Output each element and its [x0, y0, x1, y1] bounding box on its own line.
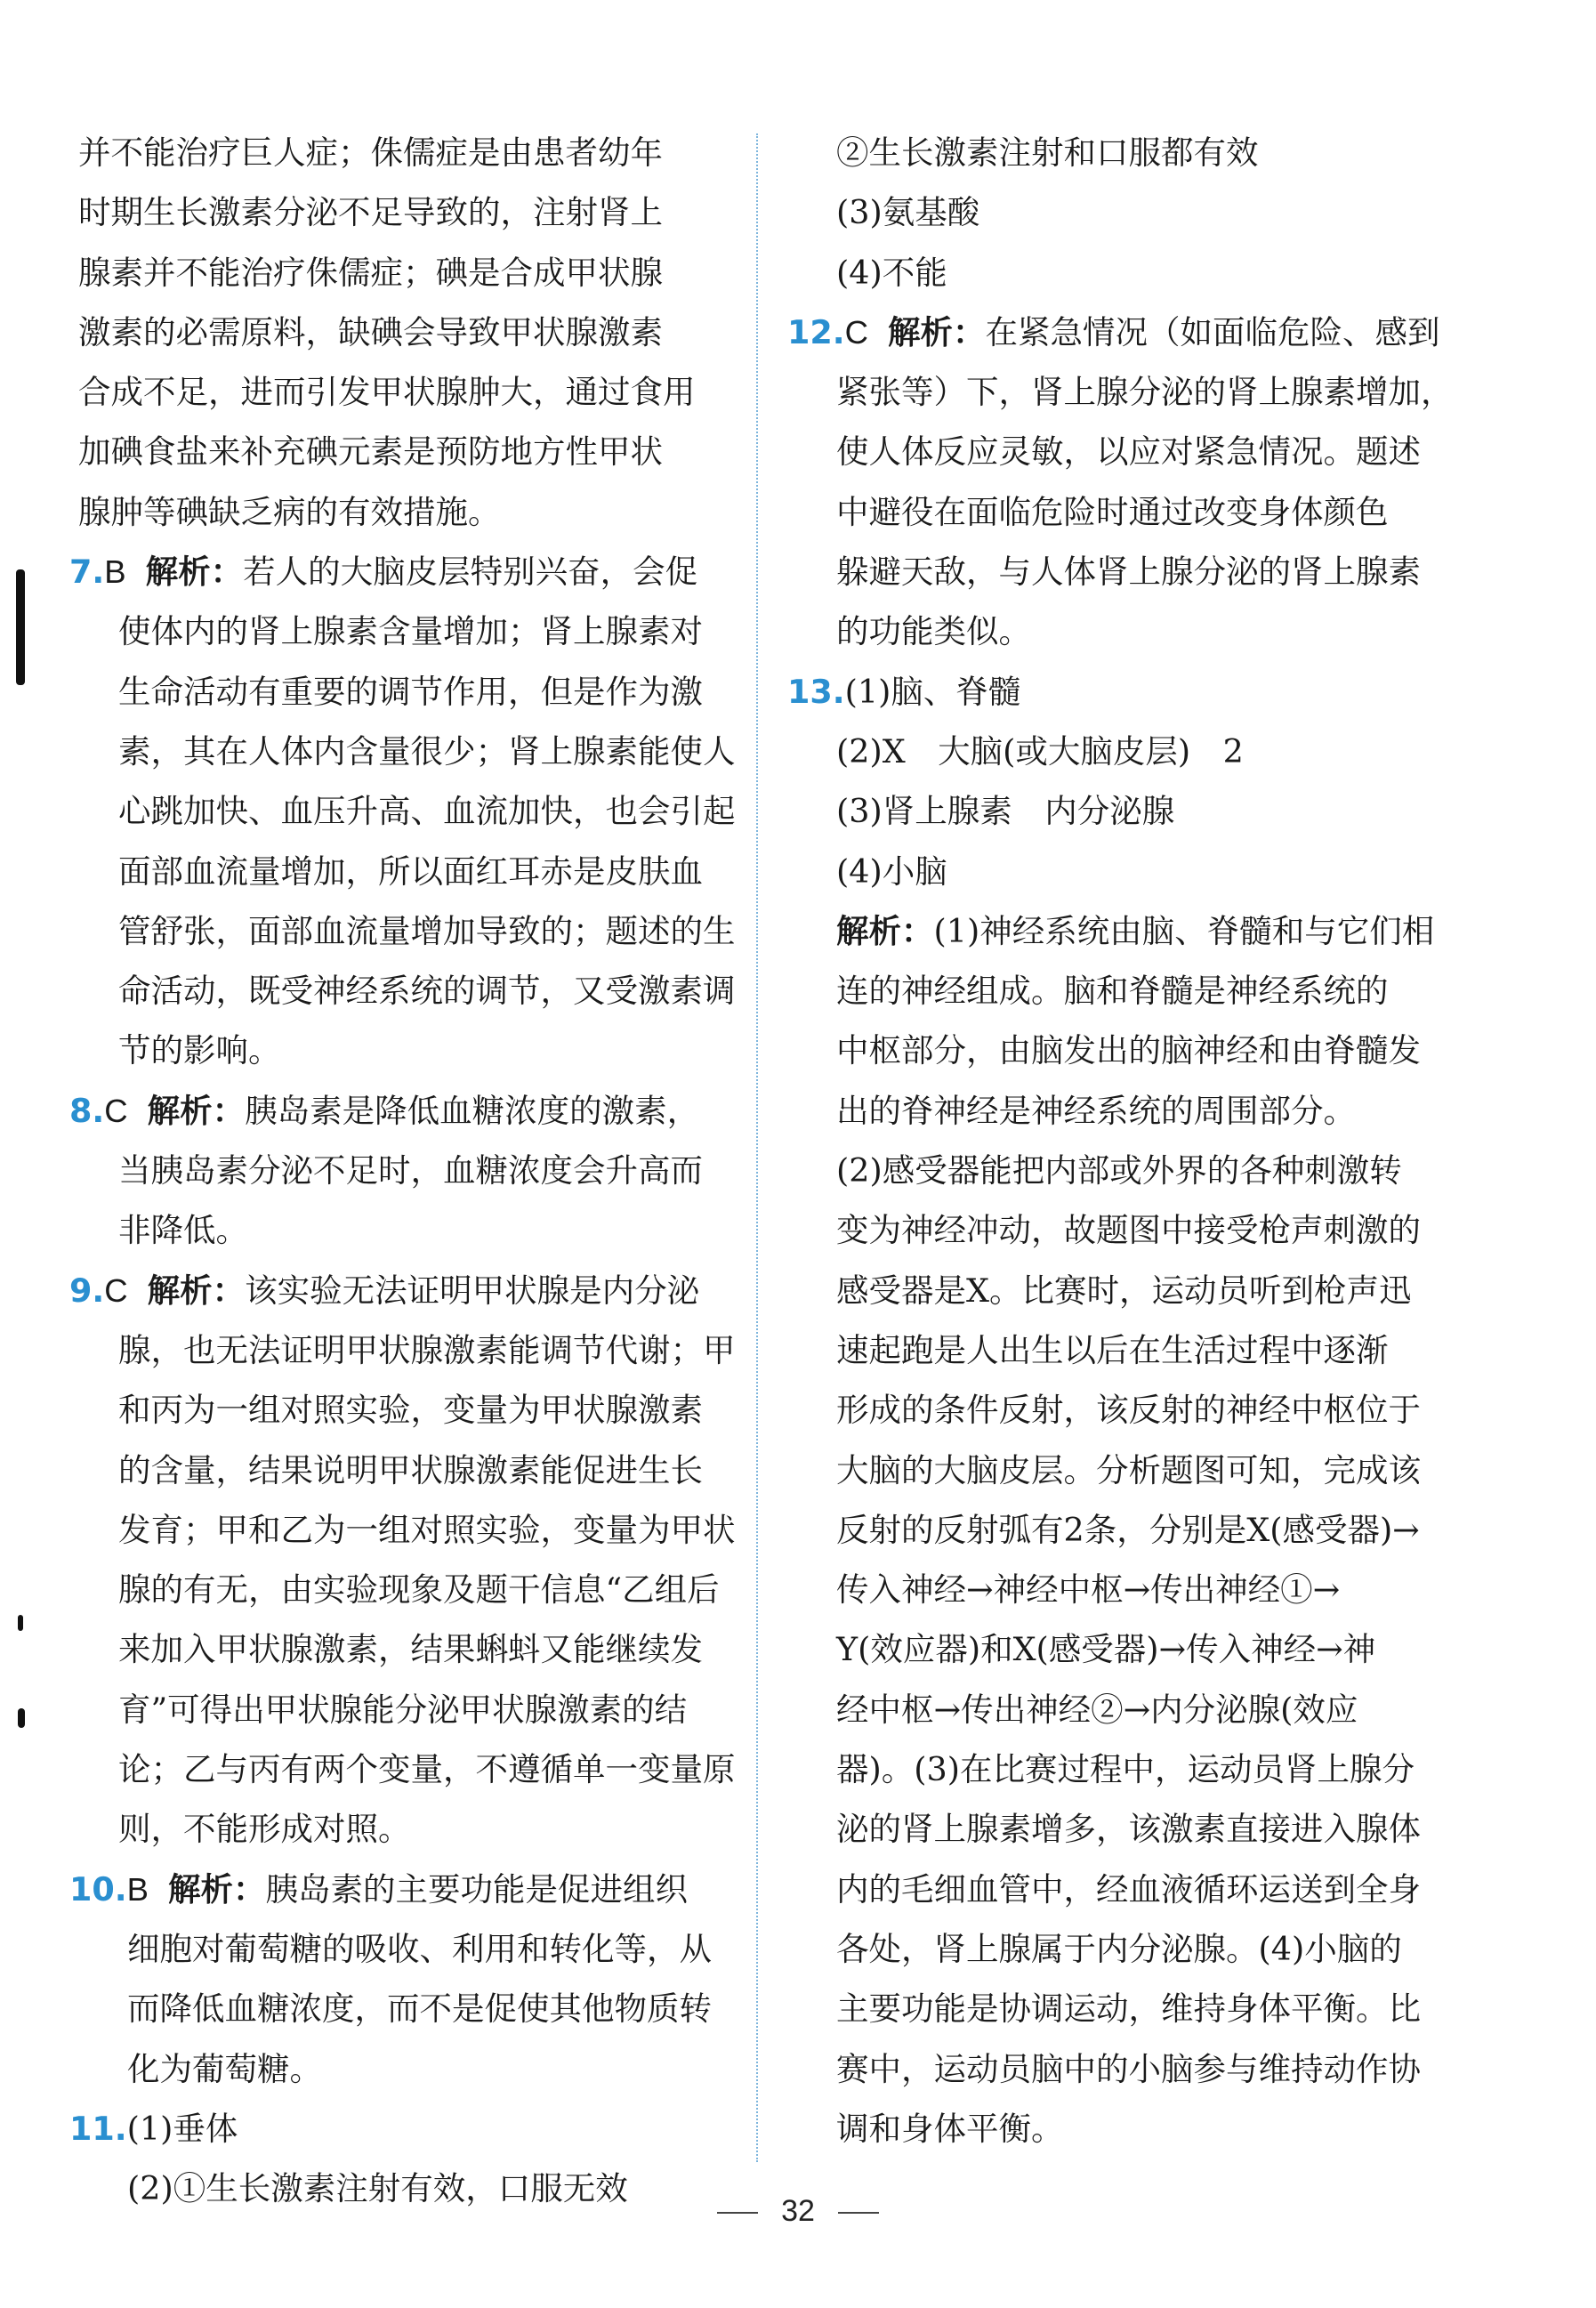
- text-line: 中枢部分，由脑发出的脑神经和由脊髓发: [836, 1031, 1421, 1070]
- text-line: 节的影响。: [118, 1031, 281, 1070]
- text-line: Y(效应器)和X(感受器)→传入神经→神: [836, 1630, 1376, 1669]
- text-line: 生命活动有重要的调节作用，但是作为激: [118, 672, 703, 711]
- text-line: 调和身体平衡。: [836, 2109, 1064, 2148]
- scan-mark: [18, 1615, 23, 1631]
- text-line: 各处，肾上腺属于内分泌腺。(4)小脑的: [836, 1929, 1402, 1968]
- explanation-label: 解析：: [888, 312, 986, 351]
- text-line: 命活动，既受神经系统的调节，又受激素调: [118, 972, 736, 1011]
- answer-letter: B: [104, 553, 126, 591]
- text-line: 化为葡萄糖。: [127, 2049, 322, 2088]
- question-number: 7.: [69, 553, 105, 592]
- question-12: [787, 303, 1454, 662]
- text-line: 感受器是X。比赛时，运动员听到枪声迅: [836, 1271, 1412, 1310]
- text-line: 来加入甲状腺激素，结果蝌蚪又能继续发: [118, 1630, 703, 1669]
- text-line: 加碘食盐来补充碘元素是预防地方性甲状: [78, 432, 663, 472]
- text-line: 传入神经→神经中枢→传出神经①→: [836, 1570, 1341, 1610]
- question-number: 10.: [69, 1869, 127, 1909]
- text-line: 管舒张，面部血流量增加导致的；题述的生: [118, 911, 736, 950]
- text-line: 大脑的大脑皮层。分析题图可知，完成该: [836, 1450, 1421, 1489]
- footer-dash: [838, 2212, 879, 2214]
- text-line: 反射的反射弧有2条，分别是X(感受器)→: [836, 1510, 1420, 1549]
- text-line: 细胞对葡萄糖的吸收、利用和转化等，从: [127, 1929, 712, 1968]
- text-line: 胰岛素是降低血糖浓度的激素，: [245, 1091, 700, 1130]
- text-line: (1)垂体: [126, 2109, 238, 2148]
- explanation-label: 解析：: [145, 553, 244, 592]
- question-7: [69, 542, 736, 1081]
- answer-letter: C: [104, 1092, 128, 1129]
- text-line: 内的毛细血管中，经血液循环运送到全身: [836, 1869, 1421, 1909]
- left-column: [69, 123, 736, 2218]
- question-8: [69, 1081, 721, 1261]
- right-column: [787, 123, 1454, 2159]
- text-line: 的功能类似。: [836, 612, 1031, 651]
- text-line: 经中枢→传出神经②→内分泌腺(效应: [836, 1690, 1358, 1729]
- text-line: 主要功能是协调运动，维持身体平衡。比: [836, 1989, 1421, 2029]
- text-line: (2)感受器能把内部或外界的各种刺激转: [836, 1151, 1402, 1190]
- text-line: 变为神经冲动，故题图中接受枪声刺激的: [836, 1211, 1421, 1250]
- text-line: 中避役在面临危险时通过改变身体颜色: [836, 492, 1389, 531]
- text-line: (4)不能: [836, 253, 947, 292]
- explanation-label: 解析：: [836, 911, 934, 950]
- text-line: 而降低血糖浓度，而不是促使其他物质转: [127, 1989, 712, 2029]
- text-line: 腺，也无法证明甲状腺激素能调节代谢；甲: [118, 1330, 736, 1369]
- question-11-continued: [787, 123, 1446, 303]
- text-line: 速起跑是人出生以后在生活过程中逐渐: [836, 1330, 1389, 1369]
- intro-paragraph: [78, 123, 721, 542]
- text-line: 在紧急情况（如面临危险、感到: [985, 312, 1440, 351]
- answer-line: (2)X 大脑(或大脑皮层) 2: [836, 731, 1244, 771]
- text-line: 胰岛素的主要功能是促进组织: [265, 1869, 689, 1909]
- question-number: 13.: [787, 672, 845, 711]
- page-number-footer: [0, 2194, 1596, 2229]
- text-line: 腺肿等碘缺乏病的有效措施。: [78, 492, 501, 531]
- text-line: 腺的有无，由实验现象及题干信息“乙组后: [118, 1570, 720, 1610]
- explanation-label: 解析：: [147, 1271, 246, 1310]
- text-line: 泌的肾上腺素增多，该激素直接进入腺体: [836, 1810, 1421, 1849]
- text-line: 时期生长激素分泌不足导致的，注射肾上: [78, 193, 663, 232]
- text-line: 使体内的肾上腺素含量增加；肾上腺素对: [118, 612, 703, 651]
- text-line: 素，其在人体内含量很少；肾上腺素能使人: [118, 731, 736, 771]
- column-divider: [756, 133, 758, 2162]
- question-13: [787, 662, 1446, 2159]
- text-line: 当胰岛素分泌不足时，血糖浓度会升高而: [118, 1151, 703, 1190]
- text-line: 激素的必需原料，缺碘会导致甲状腺激素: [78, 312, 663, 351]
- question-number: 12.: [787, 312, 845, 351]
- text-line: (2)①生长激素注射有效，口服无效: [127, 2169, 628, 2208]
- page-number: 32: [781, 2194, 815, 2228]
- question-9: [69, 1261, 736, 1860]
- text-line: 腺素并不能治疗侏儒症；碘是合成甲状腺: [78, 253, 663, 292]
- text-line: 合成不足，进而引发甲状腺肿大，通过食用: [78, 373, 696, 412]
- text-line: ②生长激素注射和口服都有效: [836, 133, 1259, 172]
- question-number: 9.: [69, 1271, 105, 1310]
- text-line: 使人体反应灵敏，以应对紧急情况。题述: [836, 432, 1421, 472]
- text-line: 心跳加快、血压升高、血流加快，也会引起: [118, 792, 736, 831]
- text-line: 器)。(3)在比赛过程中，运动员肾上腺分: [836, 1750, 1415, 1789]
- scan-mark: [18, 1708, 25, 1728]
- text-line: 发育；甲和乙为一组对照实验，变量为甲状: [118, 1510, 736, 1549]
- explanation-label: 解析：: [147, 1091, 246, 1130]
- text-line: 躲避天敌，与人体肾上腺分泌的肾上腺素: [836, 553, 1421, 592]
- answer-letter: B: [126, 1870, 149, 1908]
- text-line: 面部血流量增加，所以面红耳赤是皮肤血: [118, 851, 703, 891]
- text-line: 则，不能形成对照。: [118, 1810, 411, 1849]
- text-line: 非降低。: [118, 1211, 248, 1250]
- answer-line: (4)小脑: [836, 851, 947, 891]
- question-number: 11.: [69, 2109, 127, 2148]
- text-line: 连的神经组成。脑和脊髓是神经系统的: [836, 972, 1389, 1011]
- answer-line: (3)肾上腺素 内分泌腺: [836, 792, 1175, 831]
- text-line: 若人的大脑皮层特别兴奋，会促: [243, 553, 698, 592]
- text-line: 育”可得出甲状腺能分泌甲状腺激素的结: [118, 1690, 688, 1729]
- text-line: (1)脑、脊髓: [844, 672, 1021, 711]
- text-line: 该实验无法证明甲状腺是内分泌: [245, 1271, 700, 1310]
- text-line: 并不能治疗巨人症；侏儒症是由患者幼年: [78, 133, 663, 172]
- text-line: 赛中，运动员脑中的小脑参与维持动作协: [836, 2049, 1421, 2088]
- scan-mark: [16, 569, 25, 685]
- text-line: (1)神经系统由脑、脊髓和与它们相: [933, 911, 1435, 950]
- text-line: (3)氨基酸: [836, 193, 980, 232]
- answer-letter: C: [104, 1271, 128, 1309]
- footer-dash: [717, 2212, 758, 2214]
- text-line: 和丙为一组对照实验，变量为甲状腺激素: [118, 1391, 703, 1430]
- text-line: 形成的条件反射，该反射的神经中枢位于: [836, 1391, 1421, 1430]
- question-10: [69, 1860, 721, 2099]
- explanation-label: 解析：: [168, 1869, 266, 1909]
- text-line: 论；乙与丙有两个变量，不遵循单一变量原: [118, 1750, 736, 1789]
- text-line: 紧张等）下，肾上腺分泌的肾上腺素增加，: [836, 373, 1454, 412]
- text-line: 的含量，结果说明甲状腺激素能促进生长: [118, 1450, 703, 1489]
- question-number: 8.: [69, 1091, 105, 1130]
- text-line: 出的脊神经是神经系统的周围部分。: [836, 1091, 1356, 1130]
- answer-letter: C: [844, 313, 869, 351]
